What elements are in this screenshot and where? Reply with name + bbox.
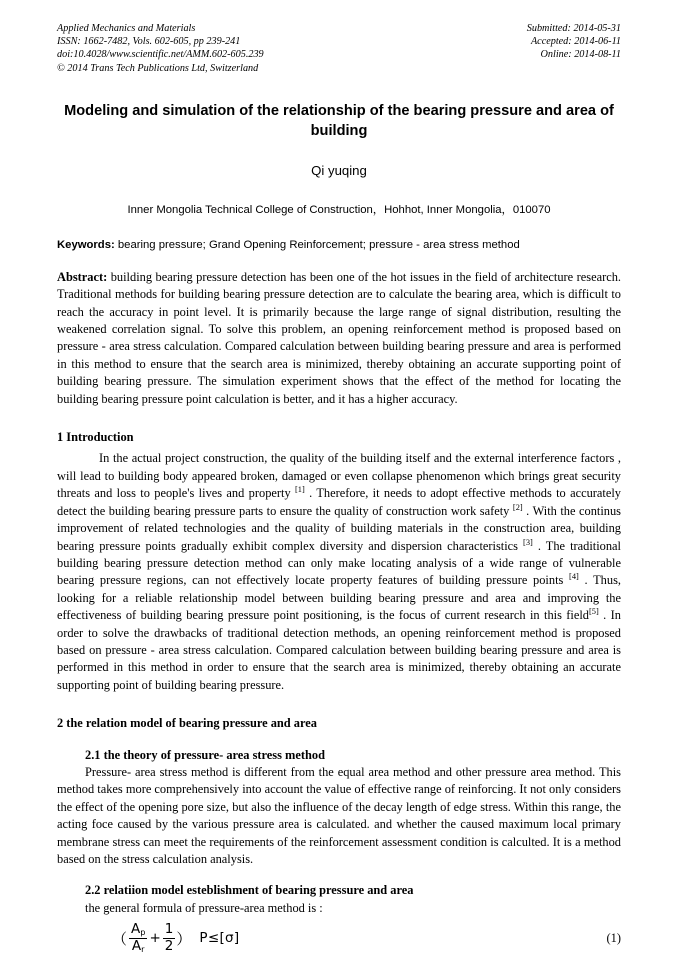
equation-denominator-subscript: r [141, 943, 145, 954]
citation-1[interactable]: [1] [295, 485, 305, 495]
intro-text-a: In the actual project construction, the quality of the building itself and the external interference factors , will lead to building body appeared broken, damaged or even collapse phenomenon which brings great security threats and loss to people's lives and property [57, 451, 621, 501]
equation-numerator-symbol: A [131, 921, 141, 938]
equation-fraction-area [129, 923, 147, 954]
equation-denominator-symbol: A [131, 937, 142, 954]
online-date: Online: 2014-08-11 [540, 49, 621, 61]
citation-4[interactable]: [4] [569, 572, 579, 582]
equation-1 [112, 923, 239, 954]
equation-numerator [129, 923, 147, 939]
heading-section-2: 2 the relation model of bearing pressure and area [57, 716, 317, 731]
abstract-text: building bearing pressure detection has been one of the hot issues in the field of architecture research. Traditional methods for building bearing pressure detection are to calculate the bearing area, which is difficult to reach the accuracy in point level. It is primarily because the large range of signal distribution, resulting the weakened correlation signal. To solve this problem, an opening reinforcement method is proposed based on pressure - area stress calculation. Compared calculation between building bearing pressure and area is performed in this method to ensure that the search area is minimized, thereby obtaining an accurate supporting point of building bearing pressure. The simulation experiment shows that the effect of the method for locating the building bearing pressure point calculation is better, and it has a higher accuracy. [57, 269, 621, 406]
equation-plus-operator: + [149, 930, 161, 947]
equation-row [57, 923, 621, 954]
section-2-1-paragraph: Pressure- area stress method is different from the equal area method and other pressure area method. This method takes more comprehensively into account the value of effective range of reinforcing. It not only considers the effect of the opening pore size, but also the influence of the decay length of edge stress. Within this range, the acting foce caused by the various pressure area is calculated. and whether the caused maximum local primary membrane stress can meet the requirements of the reinforcement assessment condition is calculted. It is a method based on the stress calculation analysis. [57, 764, 621, 866]
citation-5[interactable]: [5] [589, 607, 599, 616]
accepted-date: Accepted: 2014-06-11 [530, 36, 621, 48]
journal-header-right [527, 22, 621, 62]
journal-name: Applied Mechanics and Materials [57, 23, 196, 34]
intro-text-e: . Thus, looking for a reliable relationship model between building bearing pressure and area and improving the effectiveness of building bearing pressure point positioning, is the focus of current research in this field [57, 573, 621, 623]
intro-text-c: . With the continus improvement of related technologies and the quality of building materials in the construction area, building bearing pressure points gradually exhibit complex diversity and dispersion characteristics [57, 503, 622, 553]
equation-half-numerator: 1 [164, 921, 174, 938]
journal-copyright: © 2014 Trans Tech Publications Ltd, Switzerland [57, 62, 259, 74]
section-2-2-paragraph: the general formula of pressure-area method is : [85, 900, 323, 915]
intro-text-d: . The traditional building bearing pressure detection method can only make locating analysis of a wide range of vulnerable bearing pressure regions, can not effectively locate property features of building pressure points [57, 538, 621, 588]
citation-2[interactable]: [2] [512, 502, 523, 512]
keywords-line [57, 239, 621, 251]
journal-issn-line: ISSN: 1662-7482, Vols. 602-605, pp 239-241 [57, 36, 241, 48]
abstract-paragraph [57, 269, 621, 408]
introduction-paragraph [57, 450, 621, 694]
heading-section-2-1: 2.1 the theory of pressure- area stress method [85, 747, 325, 762]
equation-close-paren: ） [176, 931, 192, 948]
submitted-date: Submitted: 2014-05-31 [526, 23, 621, 34]
equation-denominator [130, 939, 147, 954]
citation-3[interactable]: [3] [523, 537, 533, 547]
author-affiliation: Inner Mongolia Technical College of Construction，Hohhot, Inner Mongolia，010070 [127, 203, 551, 216]
journal-doi[interactable]: doi:10.4028/www.scientific.net/AMM.602-605.239 [57, 49, 264, 61]
heading-introduction: 1 Introduction [57, 430, 134, 445]
keywords-text: bearing pressure; Grand Opening Reinforcement; pressure - area stress method [114, 238, 520, 251]
page-title: Modeling and simulation of the relationship of the bearing pressure and area of building [64, 102, 614, 139]
heading-section-2-2: 2.2 relatiion model esteblishment of bearing pressure and area [85, 883, 414, 898]
abstract-label: Abstract: [57, 269, 108, 284]
author-name: Qi yuqing [311, 162, 367, 178]
journal-header-left [57, 22, 264, 75]
journal-header [57, 22, 621, 75]
equation-half-denominator: 2 [164, 937, 174, 954]
equation-fraction-half [163, 923, 176, 954]
equation-tail: P≤[σ] [199, 930, 240, 947]
keywords-label: Keywords: [57, 238, 115, 251]
equation-numerator-subscript: p [140, 927, 146, 938]
equation-open-paren: （ [112, 931, 128, 948]
intro-text-f: . In order to solve the drawbacks of traditional detection methods, an opening reinforcement method is proposed based on pressure - area stress calculation. Compared calculation between building bearing pressure and area is performed in this method in order to ensure that the search area is minimized, thereby obtaining an accurate supporting point of building bearing pressure. [57, 608, 622, 692]
equation-number: (1) [606, 930, 621, 945]
intro-text-b: . Therefore, it needs to adopt effective methods to accurately detect the building bearing pressure parts to ensure the quality of construction work safety [57, 486, 622, 518]
